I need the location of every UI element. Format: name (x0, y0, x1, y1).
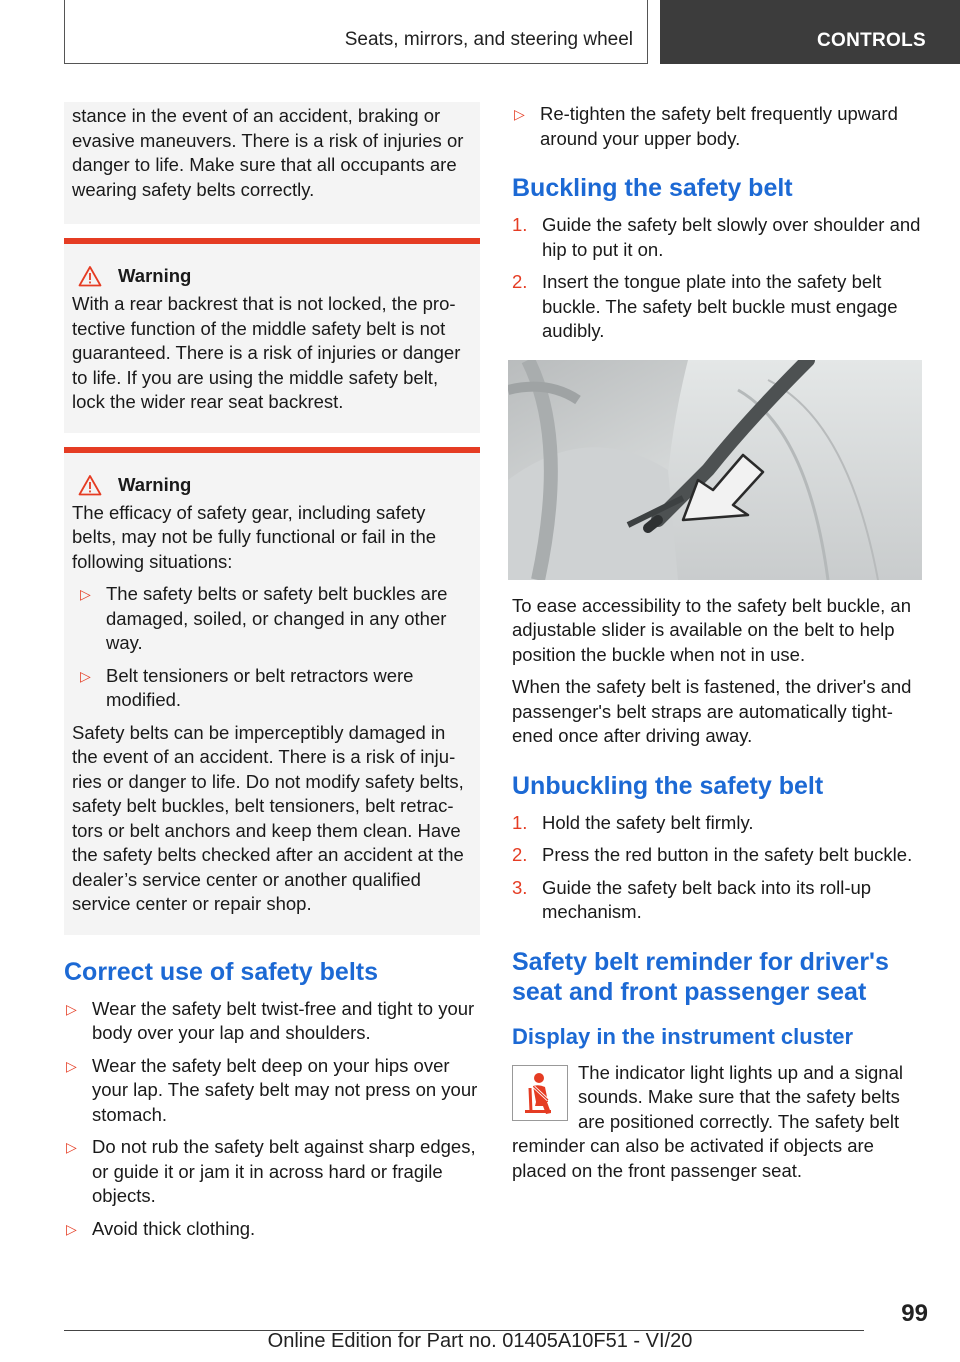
list-item: ▷ Wear the safety belt deep on your hips over your lap. The safety belt may not press on your stomach. (66, 1054, 478, 1125)
triangle-bullet-icon: ▷ (80, 586, 91, 602)
list-item: ▷ The safety belts or safety belt buckles are damaged, soiled, or changed in any other way. (80, 583, 448, 653)
warning-box-2 (64, 447, 480, 935)
header-section-title: Seats, mirrors, and steering wheel (344, 29, 633, 50)
triangle-bullet-icon: ▷ (66, 1000, 77, 1017)
left-column (64, 102, 480, 1249)
header-chapter-box (660, 0, 960, 64)
auto-tighten-paragraph: When the safety belt is fastened, the driver's and passenger's belt straps are automatically tight-ened once after driving away. (512, 676, 912, 746)
triangle-bullet-icon: ▷ (66, 1139, 77, 1155)
section-heading-buckling: Buckling the safety belt (512, 174, 793, 202)
triangle-bullet-icon: ▷ (514, 106, 525, 122)
intro-paragraph: stance in the event of an accident, braking or evasive maneuvers. There is a risk of injuries or danger to life. Make sure that all occupants are wearing safety belts correctly. (72, 105, 464, 200)
warning-text: The efficacy of safety gear, including safety belts, may not be fully functional or fail in the following situations: (72, 501, 437, 572)
warning-title: Warning (118, 265, 192, 286)
section-heading-correct-use: Correct use of safety belts (64, 957, 378, 986)
right-column (512, 102, 926, 1183)
list-item: ▷ Re-tighten the safety belt frequently upward around your upper body. (514, 103, 898, 149)
triangle-bullet-icon: ▷ (66, 1220, 77, 1237)
header-chapter-title: CONTROLS (816, 30, 926, 51)
list-item: ▷ Wear the safety belt twist-free and tight to your body over your lap and shoulders. (66, 997, 475, 1043)
list-item: ▷ Do not rub the safety belt against sharp edges, or guide it or jam it in across hard or fragile objects. (66, 1136, 476, 1206)
seat-belt-indicator-icon (512, 1065, 568, 1121)
intro-box (64, 102, 480, 224)
reminder-paragraph: The indicator light lights up and a signal sounds. Make sure that the safety belts are positioned correctly. The safety belt reminder can also be activated if objects are placed on the front passenger seat. (512, 1061, 903, 1181)
seat-belt-buckle-illustration (508, 360, 922, 580)
buckling-steps (512, 213, 926, 344)
warning-icon (78, 474, 102, 496)
correct-use-list (64, 997, 480, 1242)
list-item: ▷ Belt tensioners or belt retractors were modified. (80, 664, 414, 710)
warning-followup-text: Safety belts can be imperceptibly damaged in the event of an accident. There is a risk of inju-ries or danger to life. Do not modify safety belts, safety belt buckles, belt tensioners, belt retrac-tors or belt anchors and keep them clean. Have the safety belts checked after an accident at the dealer’s service center or another qualified service center or repair shop. (72, 721, 464, 914)
triangle-bullet-icon: ▷ (80, 667, 91, 684)
triangle-bullet-icon: ▷ (66, 1057, 77, 1074)
list-item: 2. Insert the tongue plate into the safety belt buckle. The safety belt buckle must engage audibly. (512, 271, 898, 341)
list-item: 2. Press the red button in the safety belt buckle. (512, 844, 913, 865)
page-number: 99 (901, 1300, 928, 1327)
section-heading-reminder: Safety belt reminder for driver's seat and front passenger seat (512, 947, 889, 1006)
list-item: 3. Guide the safety belt back into its roll-up mechanism. (512, 876, 872, 922)
slider-paragraph: To ease accessibility to the safety belt buckle, an adjustable slider is available on the belt to help position the buckle when not in use. (512, 594, 911, 665)
warning-text: With a rear backrest that is not locked, the pro-tective function of the middle safety belt is not guaranteed. There is a risk of injuries or danger to life. If you are using the middle safety belt, lock the wider rear seat backrest. (72, 293, 461, 412)
list-item: ▷ Avoid thick clothing. (64, 1217, 480, 1242)
footer-edition: Online Edition for Part no. 01405A10F51 - VI/20 (267, 1330, 693, 1352)
warning-situations-list (78, 582, 472, 713)
page-header (64, 0, 960, 64)
warning-title: Warning (118, 473, 192, 495)
warning-icon (78, 265, 102, 287)
correct-use-list-continued (512, 102, 926, 151)
warning-box-1 (64, 238, 480, 433)
reminder-block (512, 1061, 926, 1184)
list-item: 1. Guide the safety belt slowly over shoulder and hip to put it on. (512, 214, 921, 260)
subheading-instrument-cluster: Display in the instrument cluster (512, 1023, 854, 1049)
section-heading-unbuckling: Unbuckling the safety belt (512, 771, 824, 800)
header-section-box (64, 0, 648, 64)
unbuckling-steps (512, 811, 926, 925)
seat-belt-buckle-image (508, 360, 922, 580)
list-item: 1. Hold the safety belt firmly. (512, 811, 754, 833)
